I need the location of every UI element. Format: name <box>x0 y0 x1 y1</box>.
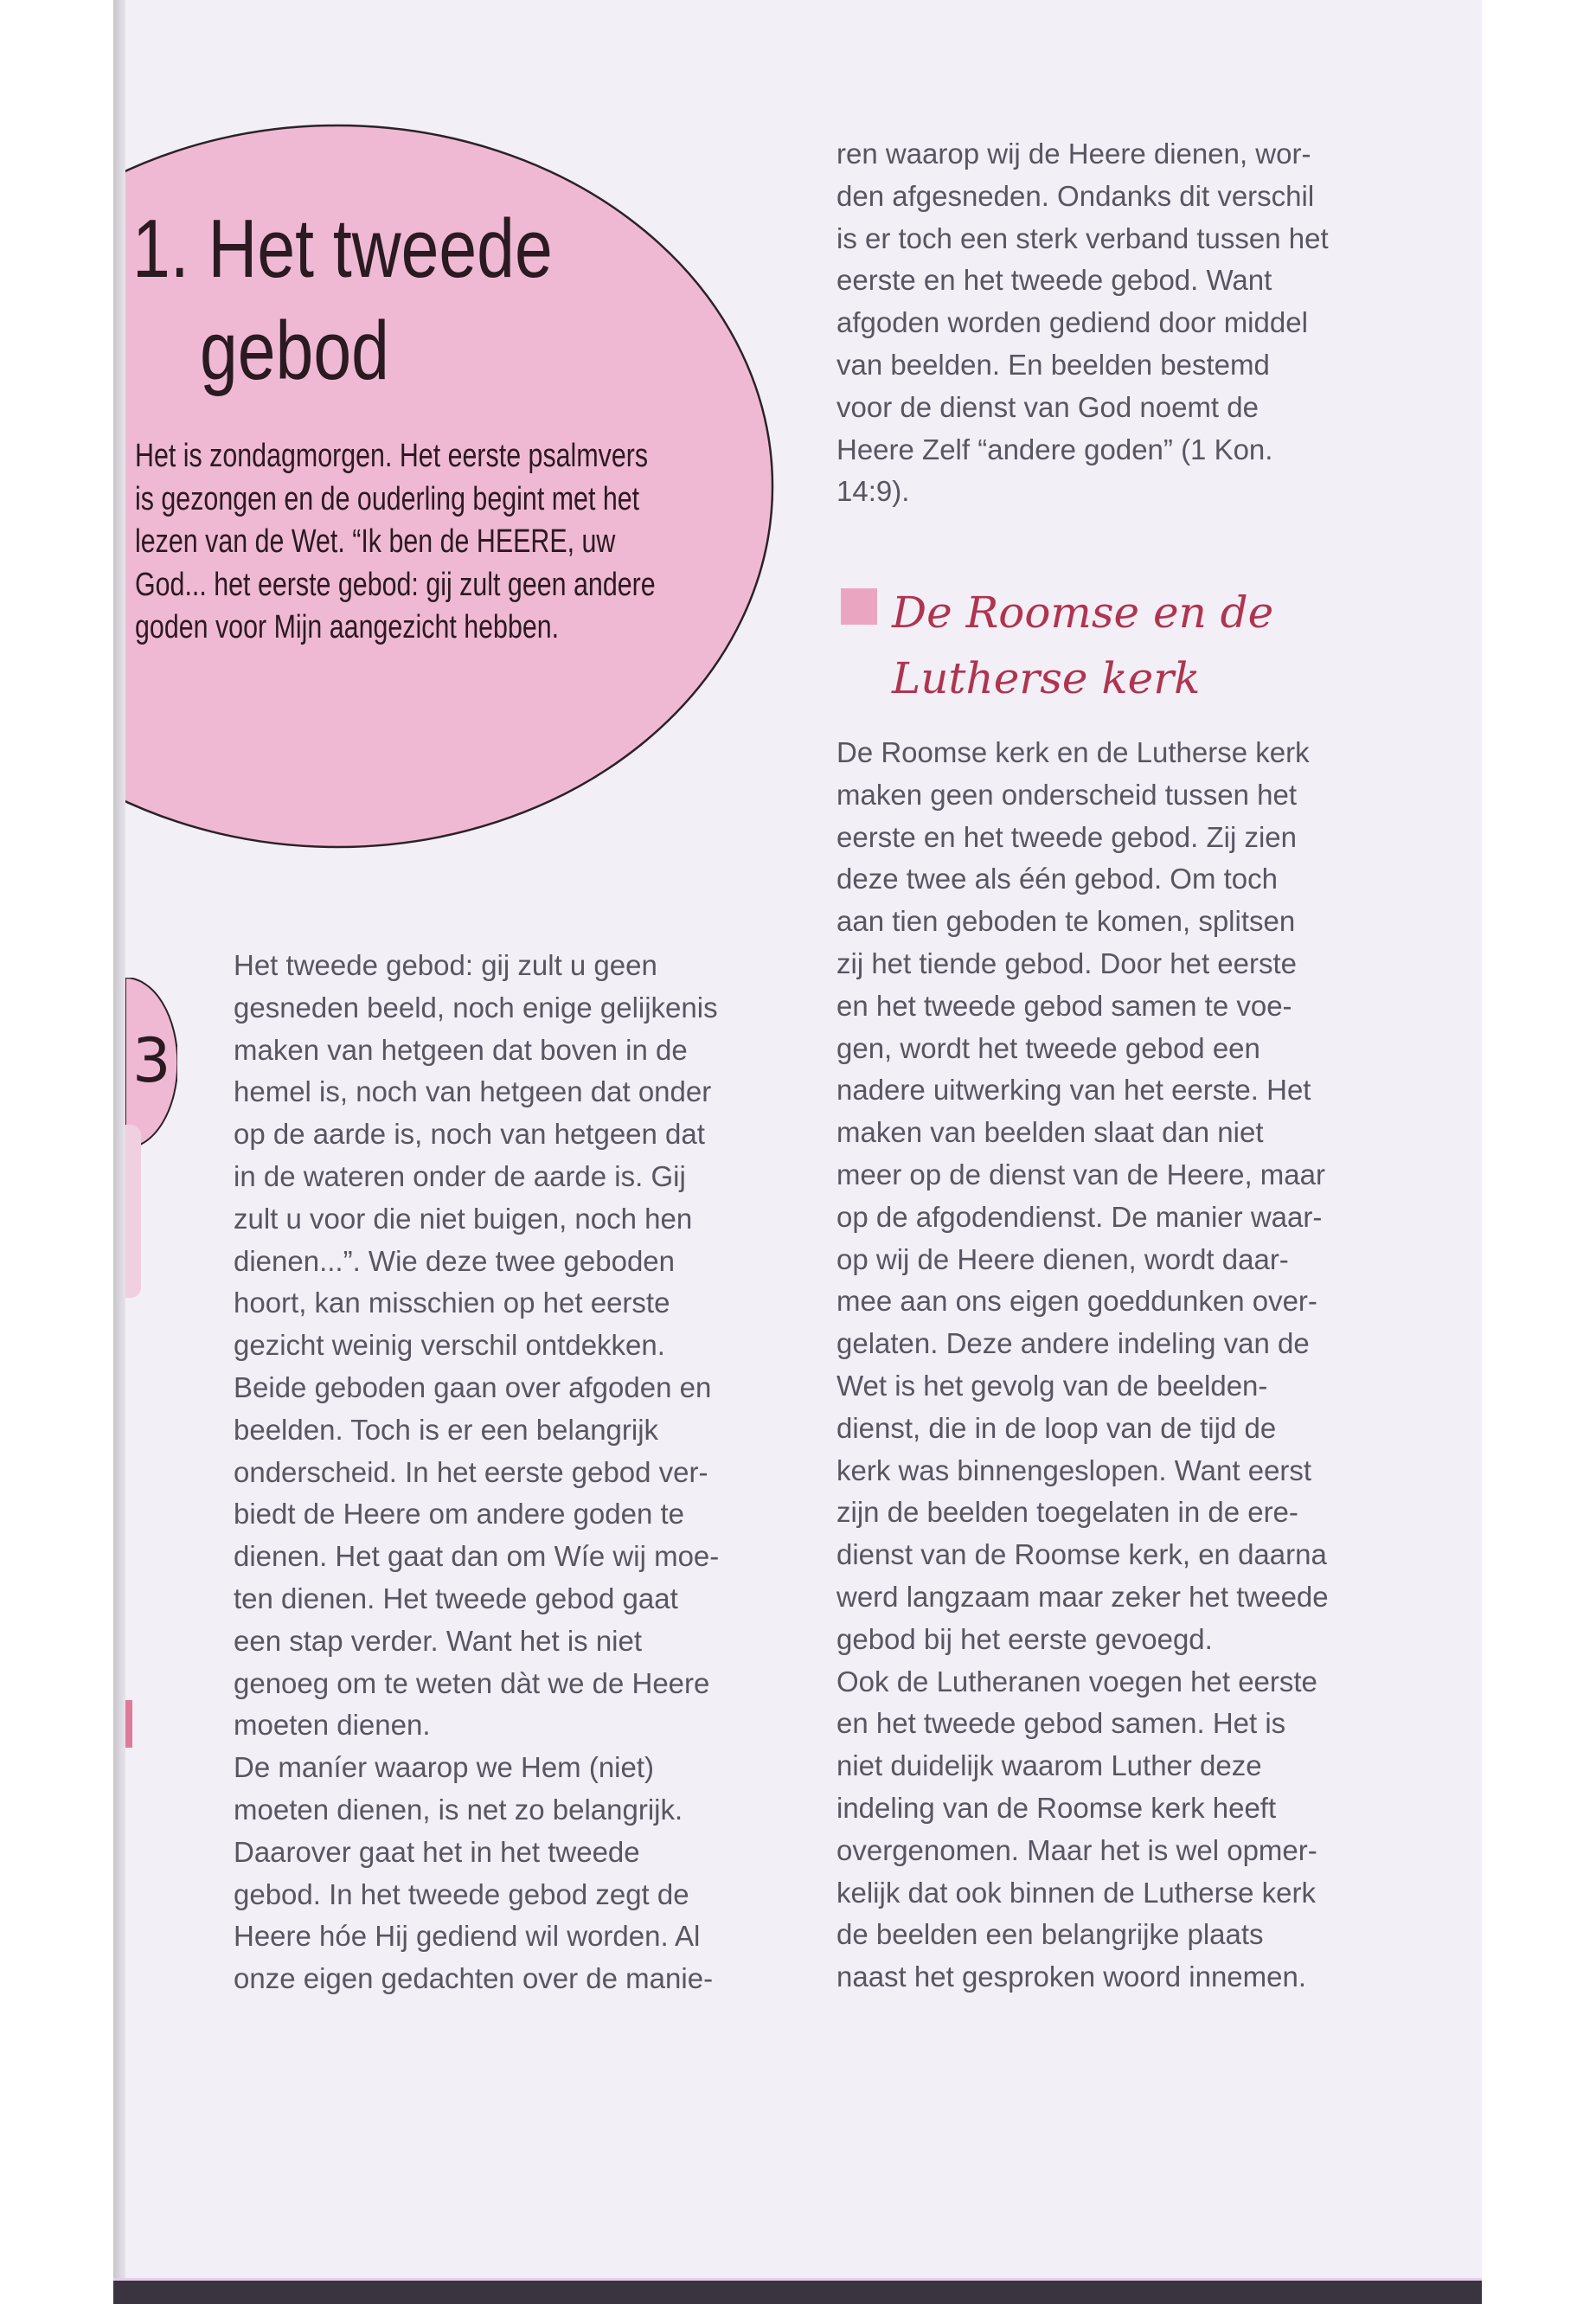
text-line: eerste en het tweede gebod. Want <box>836 264 1272 297</box>
text-line: en het tweede gebod samen. Het is <box>836 1707 1286 1740</box>
section-body-text <box>836 732 1329 1999</box>
text-line: op de aarde is, noch van hetgeen dat <box>234 1118 705 1151</box>
text-line: werd langzaam maar zeker het tweede <box>836 1580 1329 1613</box>
text-line: aan tien geboden te komen, splitsen <box>836 905 1296 938</box>
bottom-edge <box>113 2278 1482 2304</box>
text-line: op wij de Heere dienen, wordt daar- <box>836 1242 1289 1275</box>
text-line: ren waarop wij de Heere dienen, wor- <box>836 138 1311 170</box>
chapter-tab-3[interactable] <box>125 978 177 1148</box>
section-heading-line1: De Roomse en de <box>892 587 1274 638</box>
intro-line: God... het eerste gebod: gij zult geen andere <box>135 566 656 603</box>
text-line: nadere uitwerking van het eerste. Het <box>836 1074 1311 1107</box>
intro-line: Het is zondagmorgen. Het eerste psalmvers <box>135 438 649 474</box>
text-line: en het tweede gebod samen te voe- <box>836 989 1292 1022</box>
right-column-text <box>836 133 1329 513</box>
text-line: meer op de dienst van de Heere, maar <box>836 1158 1325 1191</box>
text-line: zij het tiende gebod. Door het eerste <box>836 947 1298 979</box>
text-line: dienen. Het gaat dan om Wíe wij moe- <box>234 1540 720 1573</box>
text-line: een stap verder. Want het is niet <box>234 1624 643 1657</box>
text-line: dienst, die in de loop van de tijd de <box>836 1411 1277 1444</box>
text-line: eerste en het tweede gebod. Zij zien <box>836 820 1298 853</box>
chapter-title-line2: gebod <box>200 305 389 397</box>
text-line: onderscheid. In het eerste gebod ver- <box>234 1455 708 1488</box>
text-line: Daarover gaat het in het tweede <box>234 1835 640 1868</box>
chapter-title-line1: 1. Het tweede <box>132 202 553 295</box>
text-line: mee aan ons eigen goeddunken over- <box>836 1285 1317 1318</box>
text-line: dienen...”. Wie deze twee geboden <box>234 1244 676 1277</box>
text-line: dienst van de Roomse kerk, en daarna <box>836 1538 1327 1571</box>
text-line: maken van beelden slaat dan niet <box>836 1116 1264 1149</box>
chapter-tab-1[interactable] <box>125 1700 132 1748</box>
text-line: Het tweede gebod: gij zult u geen <box>234 949 657 981</box>
text-line: is er toch een sterk verband tussen het <box>836 221 1329 254</box>
text-line: Heere hóe Hij gediend wil worden. Al <box>234 1920 701 1953</box>
text-line: moeten dienen. <box>234 1709 431 1742</box>
text-line: niet duidelijk waarom Luther deze <box>836 1749 1262 1782</box>
text-line: indeling van de Roomse kerk heeft <box>836 1791 1277 1824</box>
text-line: zijn de beelden toegelaten in de ere- <box>836 1496 1298 1529</box>
text-line: Heere Zelf “andere goden” (1 Kon. <box>836 433 1273 465</box>
text-line: zult u voor die niet buigen, noch hen <box>234 1202 693 1235</box>
text-line: kelijk dat ook binnen de Lutherse kerk <box>836 1876 1317 1909</box>
text-line: de beelden een belangrijke plaats <box>836 1918 1264 1951</box>
text-line: biedt de Heere om andere goden te <box>234 1498 685 1531</box>
text-line: gesneden beeld, noch enige gelijkenis <box>234 991 718 1024</box>
text-line: gezicht weinig verschil ontdekken. <box>234 1329 665 1362</box>
text-line: 14:9). <box>836 475 910 508</box>
text-line: kerk was binnengeslopen. Want eerst <box>836 1454 1312 1486</box>
text-line: moeten dienen, is net zo belangrijk. <box>234 1793 683 1826</box>
text-line: gelaten. Deze andere indeling van de <box>836 1327 1310 1360</box>
section-heading-line2: Lutherse kerk <box>892 653 1201 703</box>
chapter-intro <box>135 435 656 650</box>
page-binding <box>113 0 125 2278</box>
section-bullet-square <box>841 588 877 625</box>
text-line: in de wateren onder de aarde is. Gij <box>234 1159 686 1192</box>
text-line: overgenomen. Maar het is wel opmer- <box>836 1833 1317 1866</box>
intro-line: lezen van de Wet. “Ik ben de HEERE, uw <box>135 523 616 560</box>
text-line: genoeg om te weten dàt we de Heere <box>234 1666 710 1699</box>
text-line: Ook de Lutheranen voegen het eerste <box>836 1665 1317 1698</box>
text-line: beelden. Toch is er een belangrijk <box>234 1413 659 1446</box>
section-heading <box>892 580 1273 711</box>
text-line: voor de dienst van God noemt de <box>836 390 1259 423</box>
text-line: maken geen onderscheid tussen het <box>836 778 1298 811</box>
text-line: den afgesneden. Ondanks dit verschil <box>836 179 1315 212</box>
text-line: De Roomse kerk en de Lutherse kerk <box>836 736 1310 768</box>
text-line: afgoden worden gediend door middel <box>836 306 1308 339</box>
title-ellipse <box>113 0 805 865</box>
intro-line: is gezongen en de ouderling begint met het <box>135 480 640 517</box>
text-line: van beelden. En beelden bestemd <box>836 348 1270 381</box>
left-column-text <box>234 945 719 2000</box>
intro-line: goden voor Mijn aangezicht hebben. <box>135 609 560 645</box>
book-page <box>113 0 1482 2278</box>
text-line: gen, wordt het tweede gebod een <box>836 1031 1260 1064</box>
text-line: onze eigen gedachten over de manie- <box>234 1962 714 1995</box>
text-line: maken van hetgeen dat boven in de <box>234 1033 688 1066</box>
tab-number: 3 <box>132 1025 171 1096</box>
text-line: ten dienen. Het tweede gebod gaat <box>234 1582 678 1614</box>
text-line: op de afgodendienst. De manier waar- <box>836 1200 1323 1233</box>
text-line: Beide geboden gaan over afgoden en <box>234 1370 712 1403</box>
text-line: deze twee als één gebod. Om toch <box>836 863 1278 895</box>
text-line: gebod. In het tweede gebod zegt de <box>234 1877 689 1910</box>
text-line: gebod bij het eerste gevoegd. <box>836 1622 1213 1655</box>
text-line: hoort, kan misschien op het eerste <box>234 1287 670 1319</box>
chapter-tab-2[interactable] <box>125 1125 141 1298</box>
text-line: De maníer waarop we Hem (niet) <box>234 1751 655 1784</box>
text-line: Wet is het gevolg van de beelden- <box>836 1369 1268 1402</box>
text-line: naast het gesproken woord innemen. <box>836 1961 1307 1993</box>
text-line: hemel is, noch van hetgeen dat onder <box>234 1075 712 1108</box>
